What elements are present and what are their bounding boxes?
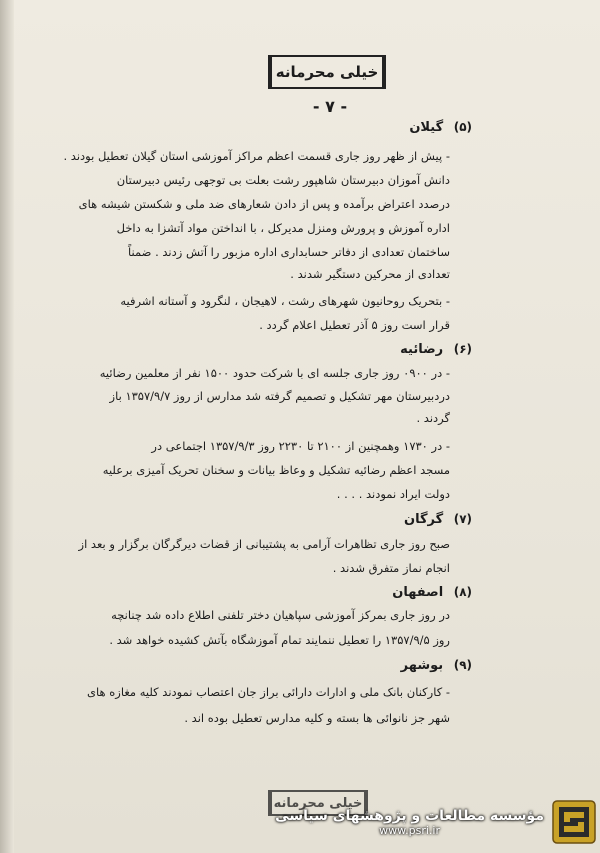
text-line: ساختمان تعدادی از دفاتر حسابداری اداره مزبور را آتش زدند . ضمناً (128, 245, 450, 259)
text-line: انجام نماز متفرق شدند . (332, 561, 450, 575)
institute-watermark (268, 795, 596, 849)
text-line: صبح روز جاری تظاهرات آرامی به پشتیبانی از قضات دیرگرگان برگزار و بعد از (78, 537, 450, 551)
section-title: بوشهر (400, 658, 444, 673)
section-number: (۸) (453, 585, 472, 599)
text-line: - پیش از ظهر روز جاری قسمت اعظم مراکز آموزشی استان گیلان تعطیل بودند . (63, 149, 450, 163)
section-heading-gilan (409, 120, 472, 135)
text-line: - در ۱۷۳۰ وهمچنین از ۲۱۰۰ تا ۲۲۳۰ روز ۱۳۵۷/۹/۳ اجتماعی در (151, 439, 450, 453)
classification-stamp-top: خیلی محرمانه (268, 55, 386, 89)
text-line: - کارکنان بانک ملی و ادارات دارائی براز جان اعتصاب نمودند کلیه مغازه های (87, 685, 450, 699)
watermark-url: www.psri.ir (379, 823, 440, 837)
text-line: مسجد اعظم رضائیه تشکیل و وعاظ بیانات و سخنان تحریک آمیزی برعلیه (102, 463, 450, 477)
section-heading-rezaieh (400, 342, 472, 357)
text-line: شهر جز نانوائی ها بسته و کلیه مدارس تعطیل بوده اند . (184, 711, 450, 725)
psri-logo-icon (552, 800, 596, 844)
text-line: - در ۰۹۰۰ روز جاری جلسه ای با شرکت حدود ۱۵۰۰ نفر از معلمین رضائیه (99, 366, 450, 380)
section-title: اصفهان (392, 585, 444, 600)
text-line: اداره آموزش و پرورش ومنزل مدیرکل ، با انداختن مواد آتشزا به داخل (116, 221, 450, 235)
page-edge-shadow (0, 0, 14, 853)
text-line: تعدادی از محرکین دستگیر شدند . (290, 267, 450, 281)
section-title: گرگان (403, 512, 444, 527)
watermark-text (275, 808, 544, 837)
section-number: (۹) (453, 658, 472, 672)
text-line: - بتحریک روحانیون شهرهای رشت ، لاهیجان ، لنگرود و آستانه اشرفیه (120, 294, 450, 308)
text-line: در روز جاری بمرکز آموزشی سپاهیان دختر تلفنی اطلاع داده شد چنانچه (111, 608, 450, 622)
text-line: درصدد اعتراض برآمده و پس از دادن شعارهای ضد ملی و شکستن شیشه های (78, 197, 450, 211)
section-heading-isfahan (392, 585, 472, 600)
section-title: رضائیه (400, 342, 444, 357)
section-number: (۷) (453, 512, 472, 526)
classification-stamp-bottom: خیلی محرمانه (268, 790, 368, 816)
text-line: دانش آموزان دبیرستان شاهپور رشت بعلت بی توجهی رئیس دبیرستان (116, 173, 450, 187)
text-line: روز ۱۳۵۷/۹/۵ را تعطیل ننمایند تمام آموزشگاه بآتش کشیده خواهد شد . (109, 633, 450, 647)
text-line: قرار است روز ۵ آذر تعطیل اعلام گردد . (259, 318, 450, 332)
watermark-title: مؤسسه مطالعات و پژوهشهای سیاسی (275, 807, 544, 824)
section-heading-gorgan (404, 512, 472, 527)
section-number: (۵) (453, 120, 472, 134)
section-number: (۶) (453, 342, 472, 356)
text-line: دولت ایراد نمودند . . . . (336, 487, 450, 501)
section-heading-bushehr (401, 658, 472, 673)
text-line: گردند . (416, 411, 450, 425)
page-number: - ۷ - (312, 97, 348, 116)
text-line: دردبیرستان مهر تشکیل و تصمیم گرفته شد مدارس از روز ۱۳۵۷/۹/۷ باز (109, 389, 450, 403)
section-title: گیلان (409, 120, 444, 135)
